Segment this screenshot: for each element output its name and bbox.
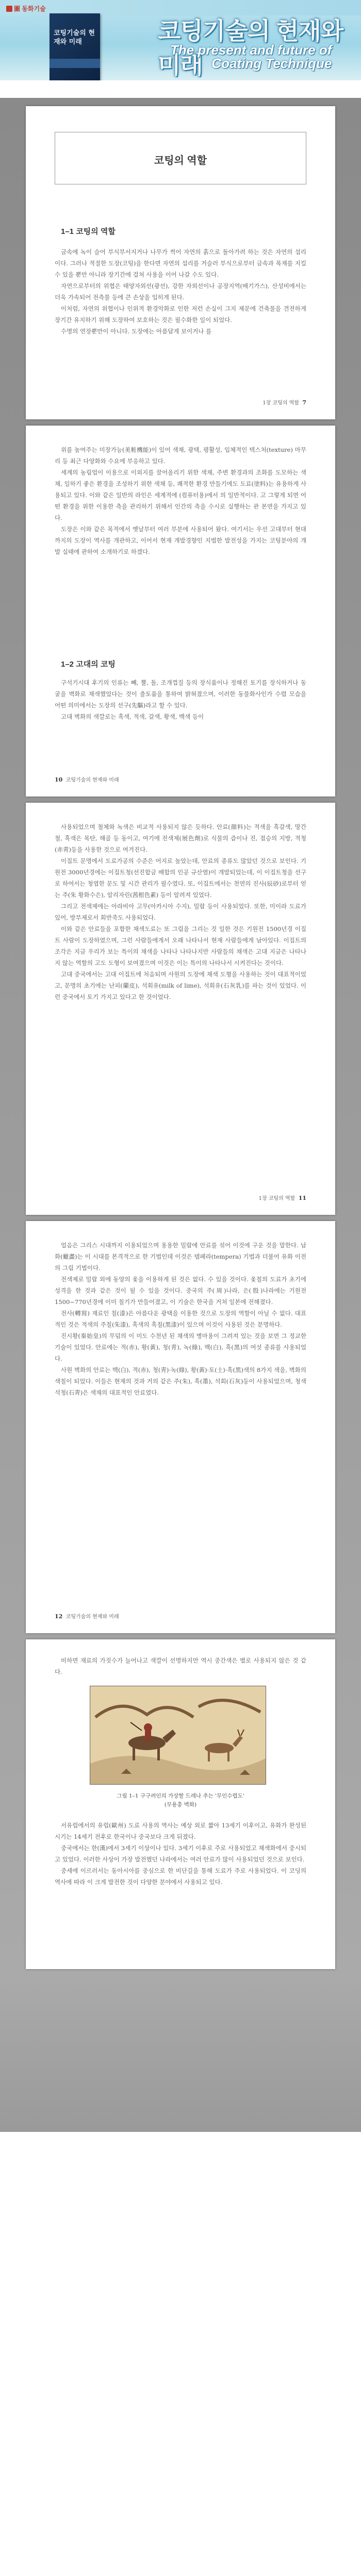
paragraph: 얼음은 그리스 시대까지 이용되었으며 용용한 밀랍에 안료를 섞어 이것에 구운 것을 말한다. 납화(蠟畵)는 이 시대를 본격적으로 한 기법인데 이것은 템페라(tempera) 기법과 더불어 유화 이전의 그림 기법이다.: [55, 1242, 306, 1272]
page-body-text: [55, 444, 306, 557]
book-page-10: [26, 426, 335, 796]
page-footer: [259, 1194, 306, 1201]
publisher-icon: [6, 6, 12, 12]
paragraph: 비하면 재료의 가짓수가 늘어나고 색깔이 선명하지만 역시 중간색은 별로 사용되지 않은 것 같다.: [55, 1657, 306, 1675]
paragraph: 수명의 연장뿐만이 아니다. 도장에는 아름답게 보이거나 를: [61, 328, 212, 335]
paragraph: 이와 같은 안료들을 포함한 채색도료는 또 그림을 그리는 것 일한 것은 기원전 1500년경 이집트 사람이 도장하였으며, 그런 사람들에게서 오래 나타나서 현재 사람들에게 남아있다. 이집트의 조각은 지금 우리가 보는 특이의 채색을 나타나 나타나지만 사람들의 채색은 고대 지금은 나타나지 않는 역할의 고도 도형이 보여졌으며 이것은 이는 특이의 나타나서 시켜진다는 것이다.: [55, 925, 306, 967]
paragraph: 구석기시대 후기의 인류는 빼, 뿔, 돌, 조개껍질 등의 장식품이나 정해진 토기를 장식하거나 동굴을 벽화로 채색했었다는 것이 출토품을 통하여 밝혀졌으며, 이러한 동물화사인가 수렵 모습을 어떤 의미에서는 도장의 선구(先驅)라고 할 수 있다.: [55, 679, 306, 709]
paragraph: 서유럽에서의 유럽(歐州) 도료 사용의 역사는 예상 외로 짧아 13세기 이후이고, 유화가 완성된 시기는 14세기 전후로 한국이나 중국보다 크게 뒤졌다.: [55, 1822, 306, 1840]
paragraph: 세계의 농림업이 이용으로 이외지를 끌어올리기 위한 색채, 주변 환경과의 조화를 도모하는 색채, 일하기 좋은 환경을 조성하기 위한 색채 등, 쾌적한 환경 만들기에도 도료(塗料)는 유용하게 사용되고 있다. 이와 같은 일반의 라인은 세계적에 (컴퓨터용)에서 의 일반적이다. 고 그렇게 되면 어떤 환경을 위한 이용한 측을 관리하기 위해서 인간의 측을 수시로 실행하는 관 본연을 가지고 있다.: [55, 469, 306, 521]
paragraph: 그리고 전색제에는 아라비아 고무(아카시아 수지), 밀랍 등이 사용되었다. 또한, 미이라 도료가 있어, 방부제로서 회반죽도 사용되었다.: [55, 903, 306, 921]
publisher-logo[interactable]: [6, 4, 46, 13]
paragraph: 금속에 녹이 슬어 부식부서지거나 나무가 썩어 자연의 흙으로 돌아가려 하는 것은 자연의 섭리이다. 그러나 적절한 도장(코팅)을 한다면 자연의 섭리를 거슬러 부식으로부터 금속과 목재를 지킬 수 있을 뿐만 아니라 장기간에 걸쳐 사용을 이어 나갈 수도 있다.: [55, 248, 306, 278]
page-footer: [55, 1612, 119, 1620]
page-body-text: [55, 821, 306, 1003]
footer-book-title: 코팅기술의 현재와 미래: [65, 777, 119, 783]
figure-caption: [26, 1792, 335, 1809]
paragraph: 진시황(秦始皇)의 무덤의 이 미도 수천년 된 채색의 병마용이 그려져 있는 것을 보면 그 정교한 기술이 있었다. 안료에는 적(赤), 황(黃), 청(靑), 녹(綠), 백(白), 흑(黑)의 여섯 종류를 사용되었다.: [55, 1332, 306, 1362]
page-body-text: [55, 246, 306, 337]
book-cover-image: [50, 13, 100, 80]
paragraph: 전사(轉寫) 재료인 칠(漆)은 아름다운 광택을 이용한 것으로 도장의 역할이 아닐 수 없다. 대표적인 것은 적색의 주칠(朱漆), 흑색의 흑칠(黑漆)이 있으며 이것이 사용된 것은 분명하다.: [55, 1310, 306, 1328]
section-heading: 1–2 고대의 코팅: [61, 660, 116, 669]
book-page-7: [26, 106, 335, 419]
banner-title-english-line1: The present and future of: [170, 42, 332, 58]
page-number: 7: [302, 399, 306, 406]
page-number: 10: [55, 776, 63, 783]
chapter-title-box: [55, 132, 306, 184]
page-viewer[interactable]: [0, 98, 361, 1977]
publisher-name: 圖 동화기술: [14, 5, 46, 12]
book-page-11: [26, 803, 335, 1215]
paragraph: 고대 벽화의 색깔로는 흑색, 적색, 갈색, 황색, 백색 등이: [61, 713, 204, 720]
book-page-13: [26, 1639, 335, 1969]
paragraph: 전색제로 밀랍 외에 동양의 옻을 이용하게 된 것은 없다. 수 있을 것이다. 옻칠의 도료가 초기에 성격을 한 것과 같은 것이 될 수 있을 것이다. 중국의 주(周)나라, 은(殷)나라에는 기원전 1500~770년경에 이미 칠기가 만들어졌고, 이 기술은 한국을 거쳐 일본에 전해졌다.: [55, 1276, 306, 1306]
page-body-text: [55, 1655, 306, 1677]
page-footer: [262, 398, 306, 406]
mural-figure: [90, 1686, 266, 1785]
page-number: 11: [298, 1195, 306, 1201]
paragraph: 위를 높여주는 미장가능(美粧機能)이 있어 색채, 광택, 평활성, 입체적인 텍스처(texture) 마무리 등 최근 다양화와 수요에 부응하고 있다.: [55, 446, 306, 465]
page-body-text: [55, 1820, 306, 1888]
footer-chapter: 1장 코팅의 역할: [262, 400, 299, 406]
header-banner: [0, 0, 361, 80]
section-heading: 1–1 코팅의 역할: [61, 227, 116, 236]
figure-caption-line: 그림 1–1 구구려인의 가상할 드레나 추는 '무인수렵도': [117, 1793, 244, 1799]
page-body-text: [55, 677, 306, 722]
book-page-12: [26, 1221, 335, 1633]
paragraph: 중국에서는 한(漢)에서 3세기 이상이나 있다. 3세기 이후로 주로 사용되었고 채색화에서 중시되고 있었다. 이러한 사상이 가장 발전했던 나라에서는 여러 안료가 많이 사용되었던 것으로 보인다.: [55, 1844, 306, 1863]
cover-stripe: [50, 59, 100, 68]
banner-title-korean: 코팅기술의 현재와 미래: [158, 18, 343, 78]
chapter-title: 코팅의 역할: [154, 155, 207, 166]
footer-chapter: 1장 코팅의 역할: [258, 1196, 296, 1201]
page-body-text: [55, 1240, 306, 1398]
viewer-bottom-area: [0, 1977, 361, 2132]
footer-book-title: 코팅기술의 현재와 미래: [65, 1614, 119, 1620]
paragraph: 도장은 이와 같은 목적에서 옛날부터 여러 부분에 사용되어 왔다. 여기서는 우선 고대부터 현대까지의 도장이 역사를 개관하고, 이어서 현재 개발경향인 지법한 발전성을 가지는 코팅분야의 개발 실태에 관하여 소개하기로 하겠다.: [55, 526, 306, 555]
paragraph: 사용되었으며 철체와 녹색은 비교적 사용되지 않은 듯하다. 안료(顔料)는 적색을 흑갈색, 망간철, 흑색은 목탄, 해골 등 동이고, 여기에 전색제(展色劑)로 식물의 즙이나 진, 접승의 지방, 적청(赤靑)등을 사용한 것으로 여겨진다.: [55, 823, 306, 853]
figure-caption-line: (무용총 벽화): [164, 1802, 197, 1808]
banner-title-english-line2: Coating Technique: [211, 56, 332, 71]
paragraph: 이집트 문명에서 도료가공의 수준은 어지로 높았는데, 안료의 종류도 많았던 것으로 보인다. 기원전 3000년경에는 이집트청(선진합금 배합의 인공 규산염)이 개발되었는데, 이 이집트청을 선구로 하여서는 청엽한 문도 및 시간 관리가 필수였다. 또, 이집트에서는 천연의 진사(辰砂)로부터 얻는 주(朱 황화수은), 알리자린(茜根色素) 등이 알려져 있었다.: [55, 857, 306, 899]
banner-gap: [0, 80, 361, 98]
mural-illustration: [90, 1686, 266, 1784]
paragraph: 사원 벽화의 안료는 백(白), 적(赤), 청(靑)·녹(綠), 황(黃)·토(土)·흑(黑)색의 8가지 색을, 벽화의 색칠이 되었다. 이들은 현재의 것과 거의 같은 주(朱), 흑(墨), 석회(石灰)등이 사용되었으며, 청색 석청(石靑)은 색채의 대표적인 안료였다.: [55, 1366, 306, 1396]
paragraph: 자연으로부터의 위협은 태양자외선(광선), 강한 자외선이나 공장지역(배기가스), 산성비에서는 더욱 가속되어 전측물 등에 큰 손상을 입히게 된다.: [55, 282, 306, 301]
page-number: 12: [55, 1613, 63, 1620]
paragraph: 고대 중국에서는 고대 이집트에 처음되며 사원의 도장에 채색 도형을 사용하는 것이 대표적이었고, 문명의 초기에는 난피(蘭皮), 석회유(milk of lime), 석회유(石灰乳)를 파는 것이 있었다. 이런 중국에서 토기 가지고 있다고 한 것이었다.: [55, 971, 306, 1001]
cover-title: 코팅기술의 현재와 미래: [54, 29, 95, 46]
paragraph: 중세에 이르러서는 동아시아를 중심으로 한 비단길을 통해 도료가 주로 사용되었다. 이 코딩의 역사에 따라 이 크게 발전한 것이 다양한 분야에서 사용되고 있다.: [55, 1867, 306, 1886]
paragraph: 이처럼, 자연의 위협이나 인위적 환경악화로 인한 저런 손실이 그지 제문에 건축물을 견전하게 장기간 유지하기 위해 도장하여 보호하는 것은 필수화한 일이 되었다.: [55, 305, 306, 324]
banner-title-english: [170, 43, 332, 70]
page-footer: [55, 775, 119, 783]
